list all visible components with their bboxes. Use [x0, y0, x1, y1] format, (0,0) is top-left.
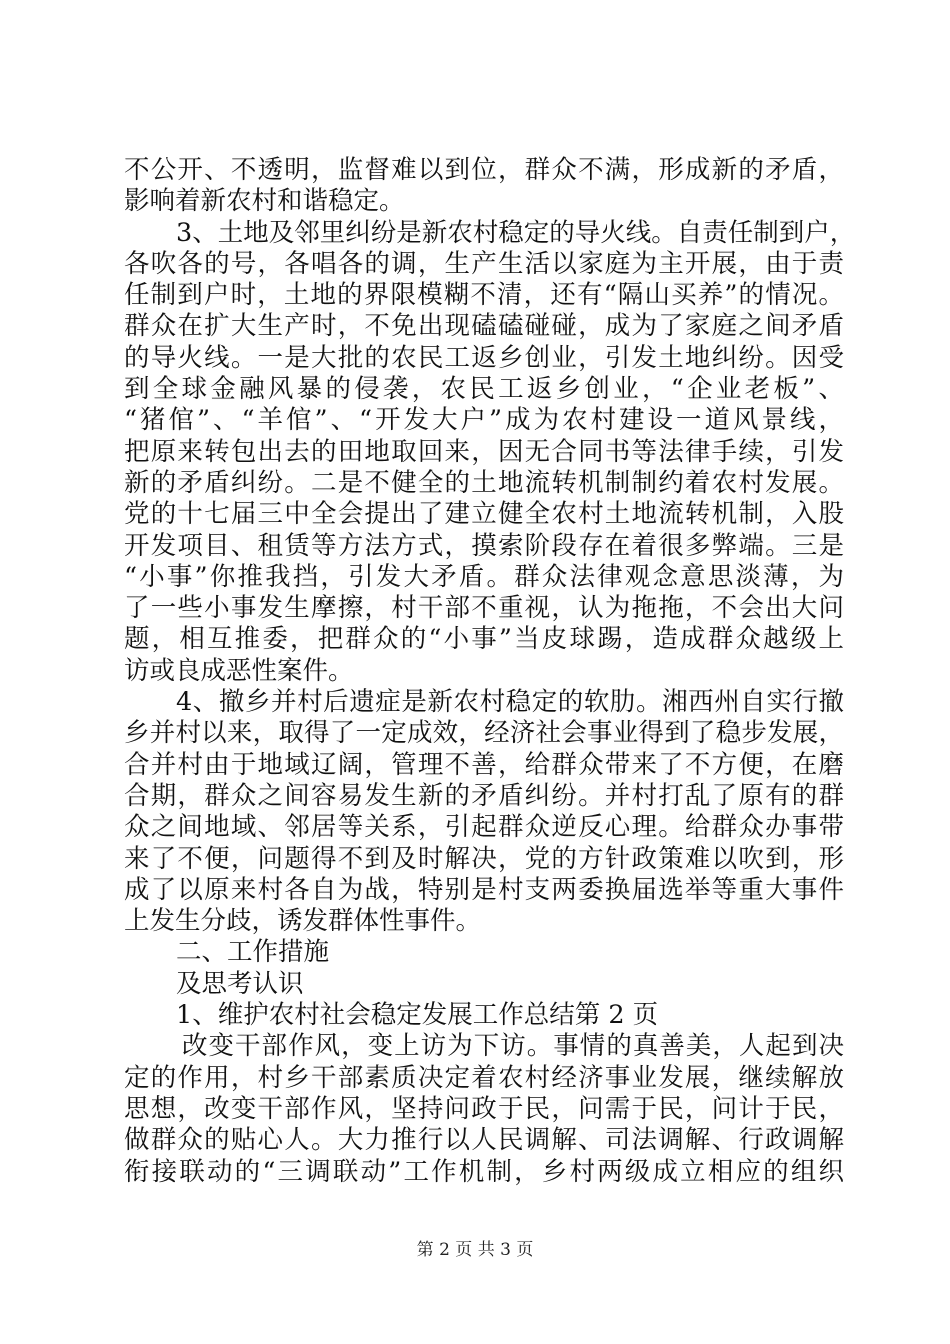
text-line: 访或良成恶性案件。 — [124, 655, 354, 686]
text-line: 衔接联动的“三调联动”工作机制，乡村两级成立相应的组织 — [124, 1156, 844, 1187]
text-line: 及思考认识 — [176, 968, 304, 999]
text-line: 新的矛盾纠纷。二是不健全的土地流转机制制约着农村发展。 — [124, 467, 844, 498]
text-line: 来了不便，问题得不到及时解决，党的方针政策难以吹到，形 — [124, 843, 844, 874]
text-line: 了一些小事发生摩擦，村干部不重视，认为拖拖，不会出大问 — [124, 593, 844, 624]
text-line: “小事”你推我挡，引发大矛盾。群众法律观念意思淡薄，为 — [124, 561, 844, 592]
text-line: 群众在扩大生产时，不免出现磕磕碰碰，成为了家庭之间矛盾 — [124, 311, 844, 342]
text-line: 众之间地域、邻居等关系，引起群众逆反心理。给群众办事带 — [124, 812, 844, 843]
text-line: 合并村由于地域辽阔，管理不善，给群众带来了不方便，在磨 — [124, 749, 844, 780]
text-line: 乡并村以来，取得了一定成效，经济社会事业得到了稳步发展， — [124, 718, 844, 749]
text-line: 的导火线。一是大批的农民工返乡创业，引发土地纠纷。因受 — [124, 342, 844, 373]
text-line: 做群众的贴心人。大力推行以人民调解、司法调解、行政调解 — [124, 1125, 844, 1156]
text-line: 成了以原来村各自为战，特别是村支两委换届选举等重大事件 — [124, 874, 844, 905]
page-footer: 第 2 页 共 3 页 — [416, 1240, 534, 1260]
text-line: 1、维护农村社会稳定发展工作总结第 2 页 — [176, 1000, 659, 1031]
text-line: 党的十七届三中全会提出了建立健全农村土地流转机制，入股 — [124, 499, 844, 530]
text-line: 合期，群众之间容易发生新的矛盾纠纷。并村打乱了原有的群 — [124, 780, 844, 811]
text-line: 开发项目、租赁等方法方式，摸索阶段存在着很多弊端。三是 — [124, 530, 844, 561]
text-line: 3、土地及邻里纠纷是新农村稳定的导火线。自责任制到户， — [176, 217, 856, 248]
text-line: 二、工作措施 — [176, 937, 330, 968]
text-line: 影响着新农村和谐稳定。 — [124, 186, 405, 217]
text-line: 改变干部作风，变上访为下访。事情的真善美，人起到决 — [182, 1031, 844, 1062]
text-line: 到全球金融风暴的侵袭，农民工返乡创业，“企业老板”、 — [124, 374, 844, 405]
text-line: 4、撤乡并村后遗症是新农村稳定的软肋。湘西州自实行撤 — [176, 687, 844, 718]
text-line: 把原来转包出去的田地取回来，因无合同书等法律手续，引发 — [124, 436, 844, 467]
text-line: 题，相互推委，把群众的“小事”当皮球踢，造成群众越级上 — [124, 624, 844, 655]
document-body — [124, 155, 856, 1188]
text-line: 思想，改变干部作风，坚持问政于民，问需于民，问计于民， — [124, 1093, 844, 1124]
text-line: 各吹各的号，各唱各的调，生产生活以家庭为主开展，由于责 — [124, 248, 844, 279]
text-line: 任制到户时，土地的界限模糊不清，还有“隔山买养”的情况。 — [124, 280, 844, 311]
text-line: 定的作用，村乡干部素质决定着农村经济事业发展，继续解放 — [124, 1062, 844, 1093]
text-line: 不公开、不透明，监督难以到位，群众不满，形成新的矛盾， — [124, 155, 844, 185]
text-line: “猪倌”、“羊倌”、“开发大户”成为农村建设一道风景线， — [124, 405, 844, 436]
text-line: 上发生分歧，诱发群体性事件。 — [124, 906, 482, 937]
